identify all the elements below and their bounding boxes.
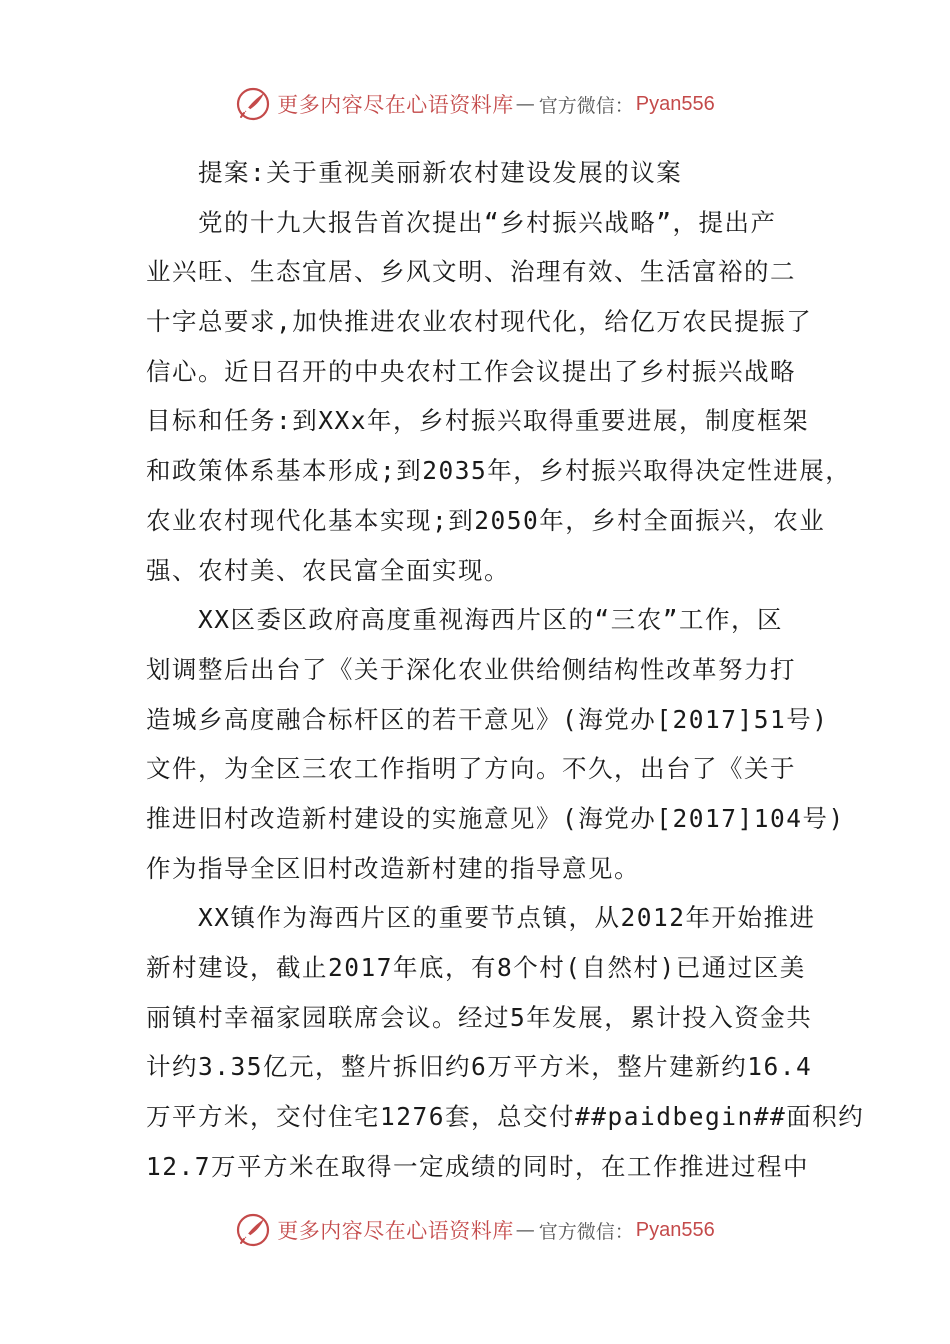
document-body [146, 148, 865, 1191]
paragraph-line: 万平方米，交付住宅1276套，总交付##paidbegin##面积约 [146, 1102, 865, 1132]
paragraph-line: 强、农村美、农民富全面实现。 [146, 555, 510, 585]
watermark-wechat-id: Pyan556 [635, 1218, 715, 1241]
paragraph-line: 造城乡高度融合标杆区的若干意见》(海党办[2017]51号) [146, 704, 829, 734]
document-title: 提案:关于重视美丽新农村建设发展的议案 [198, 158, 683, 187]
paragraph-line: 目标和任务:到XXx年，乡村振兴取得重要进展，制度框架 [146, 406, 809, 436]
footer-watermark [0, 1210, 950, 1250]
watermark-official-label: 官方微信： [538, 94, 634, 117]
paragraph-line: 十字总要求,加快推进农业农村现代化，给亿万农民提振了 [146, 307, 813, 337]
paragraph-line: 新村建设，截止2017年底，有8个村(自然村)已通过区美 [146, 953, 806, 982]
paragraph-line: 丽镇村幸福家园联席会议。经过5年发展，累计投入资金共 [146, 1002, 813, 1032]
paragraph-line: XX镇作为海西片区的重要节点镇，从2012年开始推进 [198, 903, 816, 933]
paragraph-line: 和政策体系基本形成;到2035年，乡村振兴取得决定性进展， [146, 456, 852, 486]
watermark-brand-text: 更多内容尽在心语资料库 [277, 93, 514, 117]
quill-pen-logo-icon [235, 1212, 271, 1248]
watermark-separator: — [515, 1219, 535, 1241]
paragraph-line: 党的十九大报告首次提出“乡村振兴战略”，提出产 [198, 207, 777, 237]
watermark-separator: — [515, 93, 535, 115]
paragraph-line: 推进旧村改造新村建设的实施意见》(海党办[2017]104号) [146, 803, 845, 833]
paragraph-line: XX区委区政府高度重视海西片区的“三农”工作，区 [198, 605, 783, 635]
watermark-brand-text: 更多内容尽在心语资料库 [277, 1219, 514, 1243]
paragraph-line: 计约3.35亿元，整片拆旧约6万平方米，整片建新约16.4 [146, 1052, 813, 1082]
watermark-official-label: 官方微信： [538, 1220, 634, 1243]
paragraph-line: 12.7万平方米在取得一定成绩的同时，在工作推进过程中 [146, 1151, 809, 1181]
paragraph-line: 业兴旺、生态宜居、乡风文明、治理有效、生活富裕的二 [146, 257, 796, 287]
paragraph-line: 文件，为全区三农工作指明了方向。不久，出台了《关于 [146, 754, 796, 784]
quill-pen-logo-icon [235, 86, 271, 122]
watermark-wechat-id: Pyan556 [635, 92, 715, 115]
header-watermark [0, 84, 950, 124]
paragraph-line: 作为指导全区旧村改造新村建的指导意见。 [146, 853, 640, 883]
paragraph-line: 农业农村现代化基本实现;到2050年，乡村全面振兴，农业 [146, 505, 826, 535]
paragraph-line: 信心。近日召开的中央农村工作会议提出了乡村振兴战略 [146, 356, 796, 386]
paragraph-line: 划调整后出台了《关于深化农业供给侧结构性改革努力打 [146, 654, 796, 684]
